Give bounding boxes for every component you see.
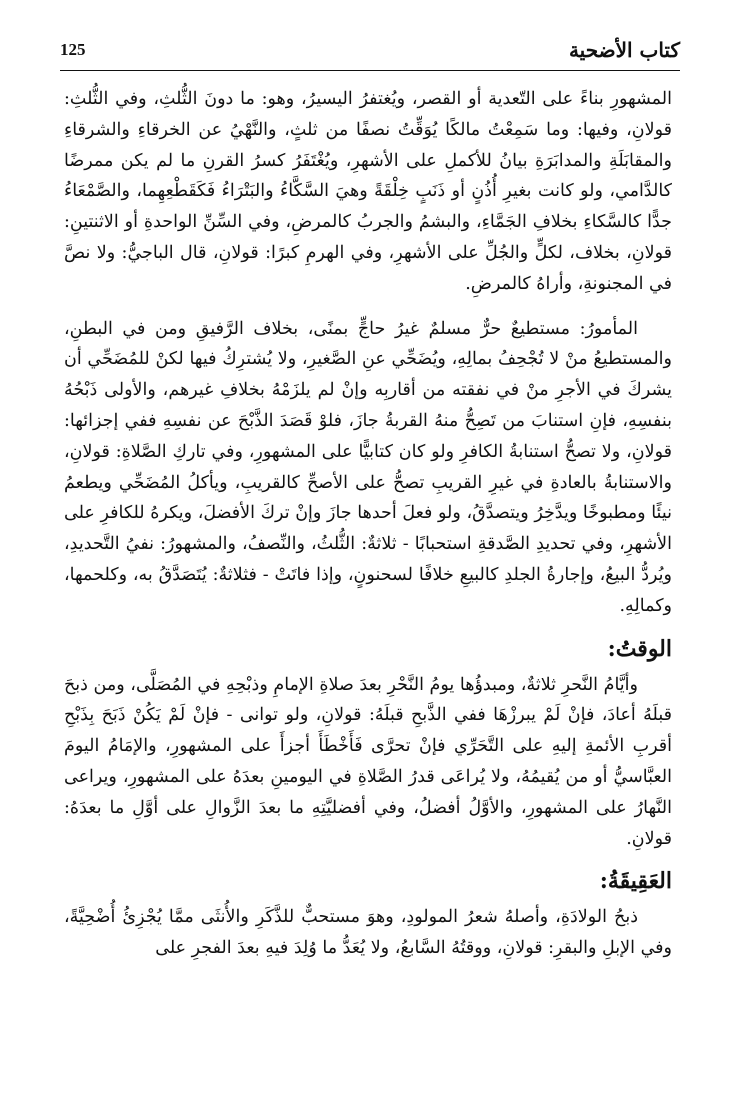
header-divider (60, 70, 680, 71)
page-header (60, 38, 680, 68)
running-title: كتاب الأضحية (568, 38, 680, 62)
page-body (64, 84, 672, 964)
paragraph-time: وأيَّامُ النَّحرِ ثلاثةٌ، ومبدؤُها يومُ النَّحْرِ بعدَ صلاةِ الإمامِ وذبْحِهِ في المُصَلَّى، ومن ذبحَ قبلَهُ أعادَ، فإنْ لَمْ يبرزْهَا ففي الذَّبحِ قبلَهُ: قولانِ، ولو توانى - فإنْ لَمْ يَكُنْ ذَبَحَ بِذَبْحِ أقربِ الأئمةِ إليهِ على التَّحَرِّي فإنْ تحرَّى فَأَخْطَأَ أجزأَ على المشهورِ، والإمَامُ اليومَ العبَّاسيُّ أو من يُقيمُهُ، ولا يُراعَى قدرُ الصَّلاةِ في اليومينِ بعدَهُ على المشهورِ، ويراعى النَّهارُ على المشهورِ، والأوَّلُ أفضلُ، وفي أفضليَّتِهِ ما بعدَ الزَّوالِ على أوَّلِ ما بعدَهُ: قولانِ. (64, 674, 672, 849)
paragraph-aqiqah: ذبحُ الولادَةِ، وأصلهُ شعرُ المولودِ، وهوَ مستحبٌّ للذَّكَرِ والأُنثَى ممَّا يُجْزِئُ أُضْحِيَّةً، وفي الإبلِ والبقرِ: قولانِ، ووقتُهُ السَّابعُ، ولا يُعَدُّ ما وُلِدَ فيهِ بعدَ الفجرِ على (64, 907, 672, 959)
paragraph-defects: المشهورِ بناءً على التّعدية أو القصر، ويُغتفرُ اليسيرُ، وهو: ما دونَ الثُّلثِ، وفي الثُّلثِ: قولانِ، وفيها: وما سَمِعْتُ مالكًا يُوَقِّتُ نصفًا من ثلثٍ، والنَّهْيُ عن الخرقاءِ والشرقاءِ والمقابَلَةِ والمدابَرَةِ بيانُ للأكملِ على الأشهرِ، ويُغْتَفَرُ كسرُ القرنِ ما لم يكن ممرضًا كالدَّامي، ولو كانت بغيرِ أُذُنٍ أو ذَنَبٍ خِلْقَةً وهيَ السَّكَّاءُ والبَتْرَاءُ فَكَقَطْعِهِما، والصَّمْعَاءُ جدًّا كالسَّكاءِ بخلافِ الجَمَّاءِ، والبشمُ والجربُ كالمرضِ، وفي السِّنِّ الواحدةِ أو الاثنتينِ: قولانِ، بخلاف، لكلٍّ والجُلِّ على الأشهرِ، وفي الهرمِ كبرًا: قولانِ، قال الباجيُّ: ولا نصَّ في المجنونةِ، وأراهُ كالمرضِ. (64, 89, 672, 294)
page-number: 125 (60, 40, 86, 59)
section-heading-time: الوقتُ: (607, 635, 672, 662)
section-heading-aqiqah: العَقِيقَةُ: (599, 868, 672, 895)
paragraph-sacrificer: المأمورُ: مستطيعٌ حرٌّ مسلمٌ غيرُ حاجٍّ بمنًى، بخلاف الرَّفيقِ ومن في البطنِ، والمستطيعُ منْ لا تُجْحِفُ بمالِهِ، ويُضَحِّي عنِ الصَّغيرِ، ولا يُشترِكُ فيها لكنْ للمُضَحِّي أن يشركَ في الأجرِ منْ في نفقته من أقاربِه وإنْ لم يلزَمْهُ بخلافِ غيرهم، والأولى ذَبْحُهُ بنفسِهِ، فإنِ استنابَ من تَصِحُّ منهُ القربةُ جازَ، فلوْ قَصَدَ الذَّبْحَ عن نفسِهِ ففي إجزائها: قولانِ، ولا تصحُّ استنابةُ الكافرِ ولو كان كتابيًّا على المشهورِ، وفي تاركِ الصَّلاةِ: قولانِ، والاستنابةُ بالعادةِ في غيرِ القريبِ تصحُّ على الأصحِّ كالقريبِ، ويأكلُ المُضَحِّي ويطعمُ نيئًا ومطبوخًا ويدَّخِرُ ويتصدَّقُ، ولو فعلَ أحدها جازَ وإنْ تركَ الأفضلَ، ويكرهُ للكافرِ على الأشهرِ، وفي تحديدِ الصَّدقةِ استحبابًا - ثلاثةٌ: الثُّلثُ، والنِّصفُ، والمشهورُ: نفيُ التَّحديدِ، ويُردُّ البيعُ، وإجارةُ الجلدِ كالبيعِ خلافًا لسحنونٍ، وإذا فاتَتْ - فثلاثةٌ: يُتَصَدَّقُ به، وكلحمها، وكمالِهِ. (64, 318, 672, 616)
